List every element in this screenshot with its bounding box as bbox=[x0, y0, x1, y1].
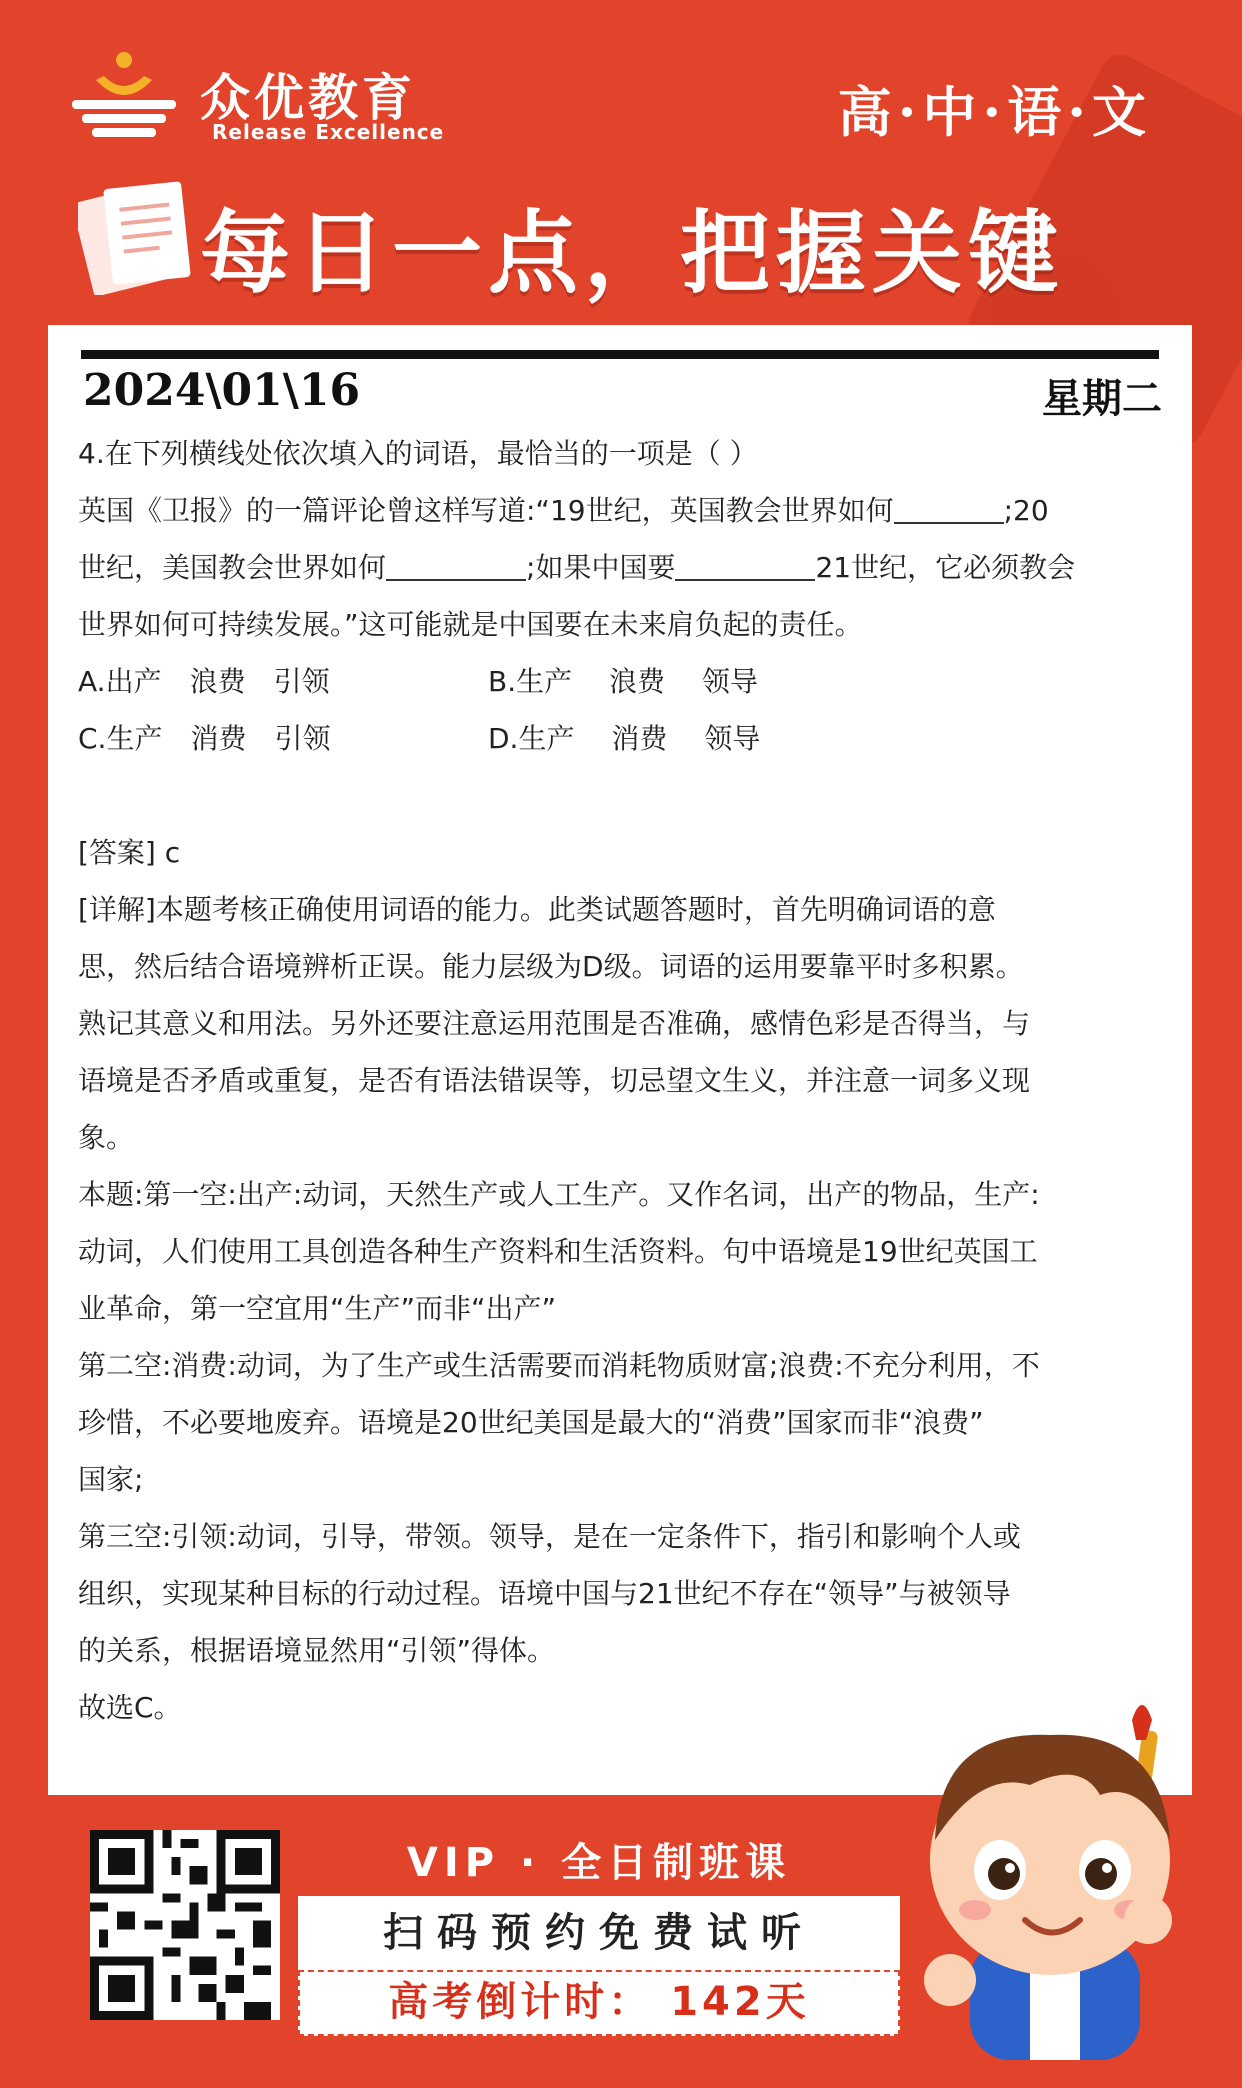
question-passage-line: 世界如何可持续发展。”这可能就是中国要在未来肩负起的责任。 bbox=[78, 608, 863, 641]
explanation-line: [详解]本题考核正确使用词语的能力。此类试题答题时，首先明确词语的意 bbox=[78, 893, 996, 926]
qr-code-icon[interactable] bbox=[90, 1830, 280, 2020]
explanation-line: 的关系，根据语境显然用“引领”得体。 bbox=[78, 1634, 556, 1667]
passage-text: 21世纪，它必须教会 bbox=[815, 551, 1076, 584]
mascot-boy-icon bbox=[880, 1690, 1210, 2080]
subject-title: 高·中·语·文 bbox=[837, 80, 1152, 144]
explanation-line: 组织，实现某种目标的行动过程。语境中国与21世纪不存在“领导”与被领导 bbox=[78, 1577, 1011, 1610]
explanation-line: 故选C。 bbox=[78, 1691, 182, 1724]
option-b: B.生产 浪费 领导 bbox=[488, 665, 758, 698]
explanation-line: 珍惜，不必要地废弃。语境是20世纪美国是最大的“消费”国家而非“浪费” bbox=[78, 1406, 984, 1439]
explanation-line: 象。 bbox=[78, 1121, 135, 1154]
promo-scan-text: 扫码预约免费试听 bbox=[298, 1896, 900, 1970]
options-row bbox=[78, 710, 1168, 767]
fill-blank bbox=[894, 492, 1004, 524]
explanation-line: 本题:第一空:出产:动词，天然生产或人工生产。又作名词，出产的物品，生产: bbox=[78, 1178, 1040, 1211]
options-row bbox=[78, 653, 1168, 710]
brand-name: 众优教育 bbox=[200, 69, 416, 127]
slogan: 每日一点，把握关键 bbox=[200, 201, 1064, 306]
header bbox=[0, 0, 1242, 320]
passage-text: 世纪，美国教会世界如何 bbox=[78, 551, 387, 584]
explanation-line: 第三空:引领:动词，引导，带领。领导，是在一定条件下，指引和影响个人或 bbox=[78, 1520, 1021, 1553]
question-body bbox=[78, 425, 1168, 1736]
explanation-line: 思，然后结合语境辨析正误。能力层级为D级。词语的运用要靠平时多积累。 bbox=[78, 950, 1024, 983]
question-stem: 4.在下列横线处依次填入的词语，最恰当的一项是（ ） bbox=[78, 437, 758, 470]
passage-text: 英国《卫报》的一篇评论曾这样写道:“19世纪，英国教会世界如何 bbox=[78, 494, 894, 527]
exam-countdown: 高考倒计时： 142天 bbox=[298, 1970, 900, 2036]
explanation-line: 动词，人们使用工具创造各种生产资料和生活资料。句中语境是19世纪英国工 bbox=[78, 1235, 1038, 1268]
question-passage-line bbox=[78, 539, 1168, 596]
explanation-line: 国家; bbox=[78, 1463, 144, 1496]
spacer bbox=[78, 767, 1168, 824]
passage-text: ;如果中国要 bbox=[526, 551, 676, 584]
answer: [答案] c bbox=[78, 836, 181, 869]
fill-blank bbox=[675, 549, 815, 581]
option-a: A.出产 浪费 引领 bbox=[78, 665, 330, 698]
option-c: C.生产 消费 引领 bbox=[78, 722, 331, 755]
divider bbox=[81, 350, 1159, 359]
explanation-line: 语境是否矛盾或重复，是否有语法错误等，切忌望文生义，并注意一词多义现 bbox=[78, 1064, 1031, 1097]
promo-course-title: VIP · 全日制班课 bbox=[298, 1830, 900, 1896]
question-passage-line bbox=[78, 482, 1168, 539]
explanation-line: 第二空:消费:动词，为了生产或生活需要而消耗物质财富;浪费:不充分利用，不 bbox=[78, 1349, 1040, 1382]
option-d: D.生产 消费 领导 bbox=[488, 722, 761, 755]
brand-logo-icon bbox=[66, 50, 186, 140]
exam-paper-icon bbox=[78, 175, 198, 295]
fill-blank bbox=[386, 549, 526, 581]
date: 2024\01\16 bbox=[83, 365, 361, 416]
explanation-line: 业革命，第一空宜用“生产”而非“出产” bbox=[78, 1292, 557, 1325]
passage-text: ;20 bbox=[1003, 494, 1049, 527]
brand-english-name: Release Excellence bbox=[212, 120, 445, 144]
weekday: 星期二 bbox=[1042, 375, 1162, 422]
question-card bbox=[48, 325, 1192, 1795]
explanation-line: 熟记其意义和用法。另外还要注意运用范围是否准确，感情色彩是否得当，与 bbox=[78, 1007, 1031, 1040]
promo-banner bbox=[298, 1830, 900, 2036]
